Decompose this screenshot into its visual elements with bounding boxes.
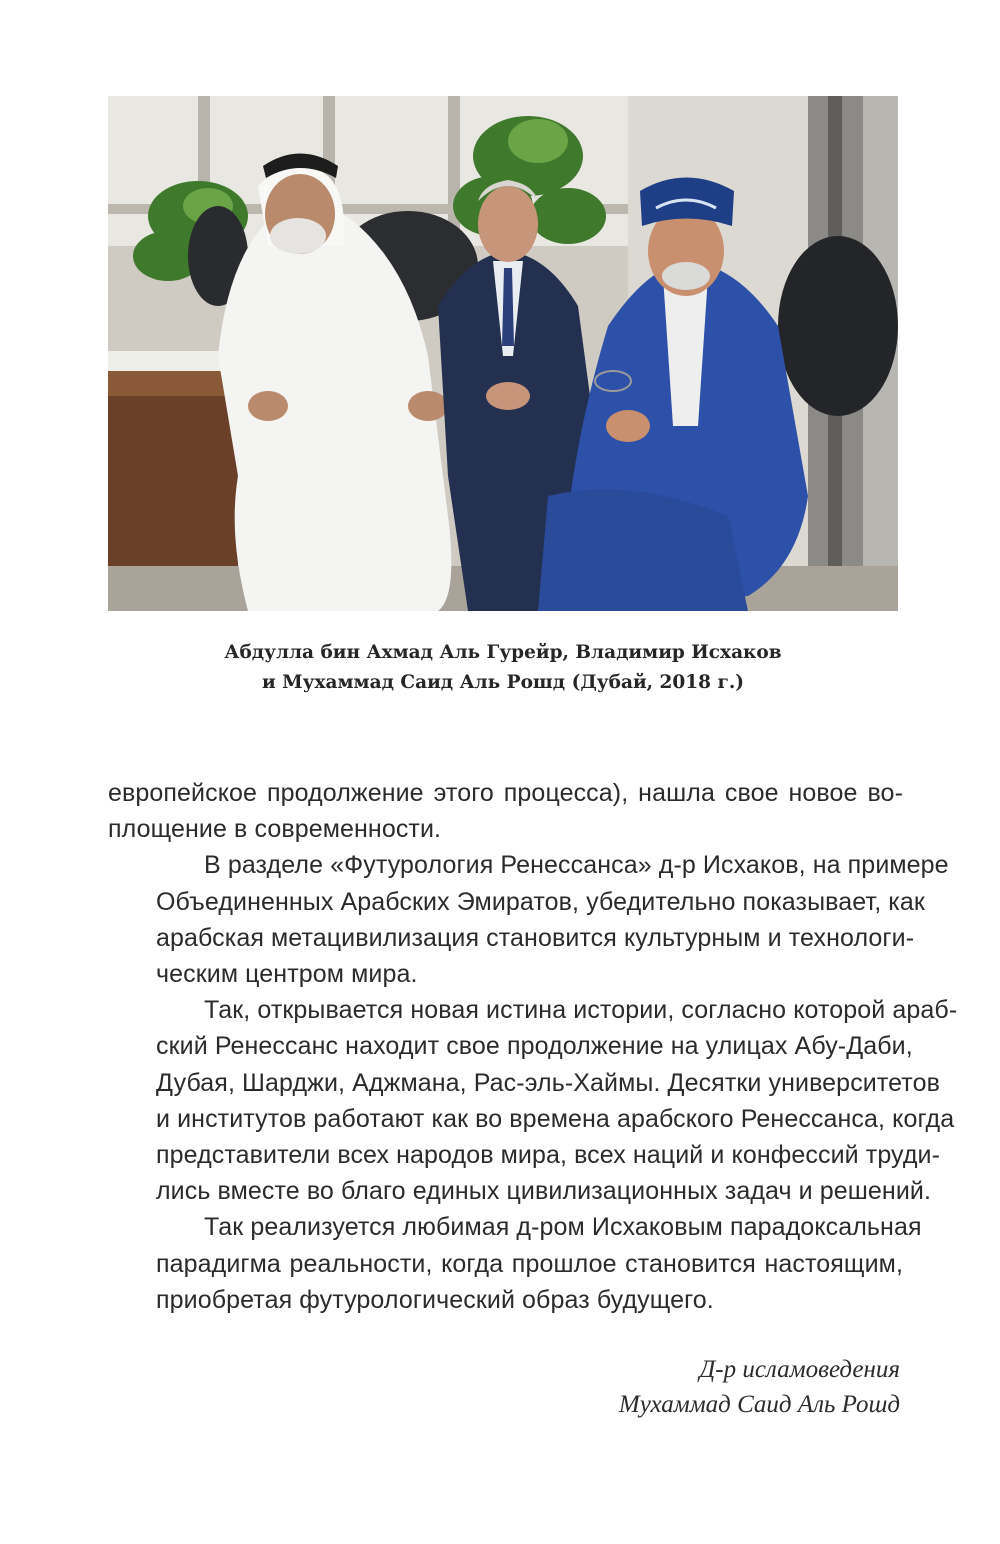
text-line: Так реализуется любимая д-ром Исхаковым парадоксальная: [204, 1213, 922, 1242]
photo-illustration: [108, 96, 898, 611]
signature-name: Мухаммад Саид Аль Рошд: [618, 1391, 900, 1418]
paragraph: [108, 847, 949, 992]
text-line: парадигма реальности, когда прошлое становится настоящим,: [156, 1249, 903, 1278]
body-text: [108, 775, 958, 1318]
caption-line-1: Абдулла бин Ахмад Аль Гурейр, Владимир Исхаков: [224, 642, 782, 663]
text-line: и институтов работают как во времена арабского Ренессанса, когда: [156, 1104, 955, 1133]
text-line: Так, открывается новая истина истории, согласно которой араб-: [204, 996, 958, 1025]
paragraph: [108, 992, 958, 1209]
text-line: ский Ренессанс находит свое продолжение на улицах Абу-Даби,: [156, 1032, 913, 1061]
signature-title: Д-р исламоведения: [699, 1356, 900, 1383]
text-line: арабская метацивилизация становится культурным и технологи-: [156, 923, 915, 952]
text-line: европейское продолжение этого процесса), нашла свое новое во-: [108, 779, 903, 807]
text-line: представители всех народов мира, всех наций и конфессий труди-: [156, 1141, 940, 1170]
text-line: ческим центром мира.: [156, 960, 418, 989]
text-line: Объединенных Арабских Эмиратов, убедительно показывает, как: [156, 887, 925, 916]
text-line: В разделе «Футурология Ренессанса» д-р Исхаков, на примере: [204, 851, 949, 880]
caption-line-2: и Мухаммад Саид Аль Рошд (Дубай, 2018 г.): [261, 672, 745, 693]
text-line: площение в современности.: [108, 815, 442, 844]
paragraph: [108, 775, 903, 847]
photo-three-men-seated: [108, 96, 898, 611]
text-line: приобретая футурологический образ будущего.: [156, 1285, 714, 1314]
signature: [300, 1352, 900, 1422]
paragraph: [108, 1209, 922, 1318]
photo-caption: [108, 638, 898, 698]
text-line: Дубая, Шарджи, Аджмана, Рас-эль-Хаймы. Десятки университетов: [156, 1068, 940, 1097]
text-line: лись вместе во благо единых цивилизационных задач и решений.: [156, 1177, 932, 1206]
